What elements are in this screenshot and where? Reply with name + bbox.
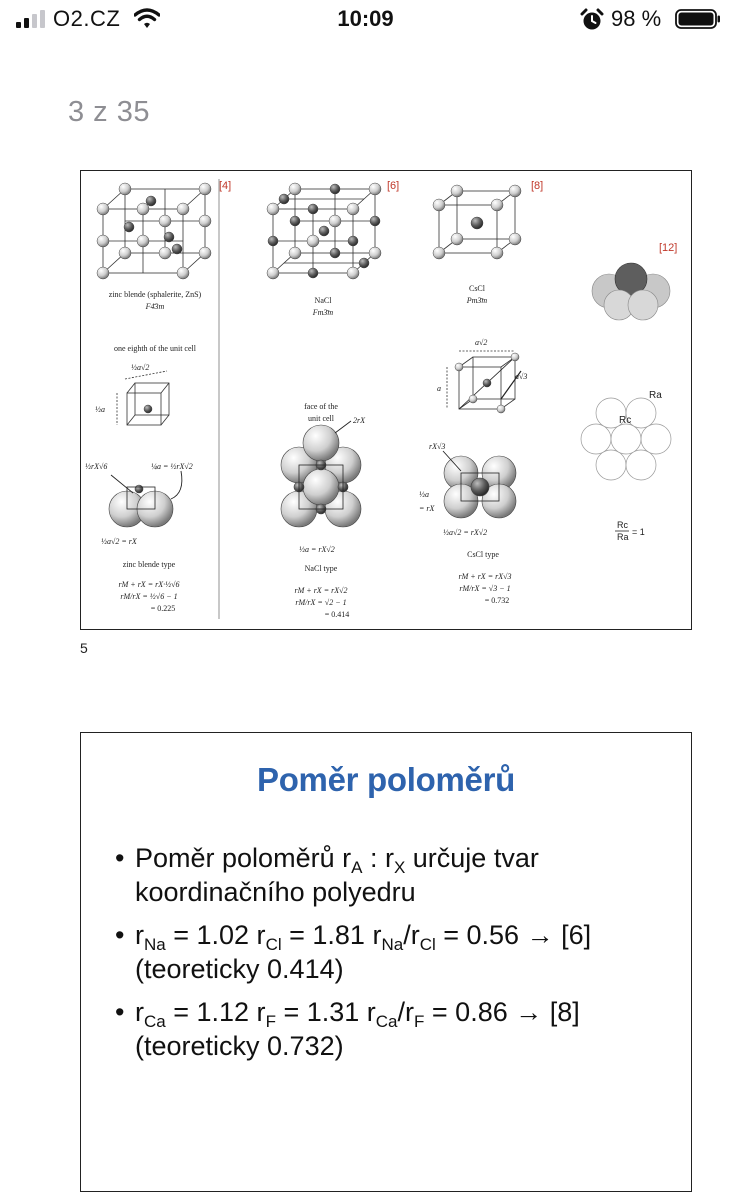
cscl-type-label: CsCl type — [467, 550, 499, 559]
cscl-dim-half-a: ½a — [419, 490, 429, 499]
nacl-type-label: NaCl type — [304, 564, 338, 573]
cp-ratio-den: Ra — [617, 532, 629, 542]
zns-eighth-cube — [117, 371, 169, 425]
battery-percent: 98 % — [611, 6, 662, 31]
nacl-face-caption-2: unit cell — [308, 414, 334, 423]
zns-eq-left: ½rX√6 — [85, 462, 108, 471]
nacl-formula-2: rM/rX = √2 − 1 — [295, 598, 347, 607]
close-packed-layer — [581, 398, 671, 480]
alarm-icon — [580, 8, 604, 32]
bullet-item-2: • $r_{Na} = 1.02$ $r_{Cl} = 1.81$ $r_{Na}/r_{Cl} = 0.56 \to [6]$ (teoreticky 0.414) — [115, 918, 675, 986]
cscl-formula-2: rM/rX = √3 − 1 — [459, 584, 511, 593]
zns-eq-bottom: ½a√2 = rX — [101, 537, 137, 546]
zns-eq-right: ¼a = ½rX√2 — [151, 462, 193, 471]
zns-eighth-atom — [144, 405, 152, 413]
nacl-face — [281, 425, 361, 527]
coord-label-6: [6] — [387, 180, 400, 192]
clock: 10:09 — [337, 6, 394, 31]
slide-structures[interactable] — [80, 170, 692, 630]
cscl-space-group: Pm3̄m — [466, 296, 488, 305]
nacl-atoms — [267, 183, 381, 279]
nacl-formula-1: rM + rX = rX√2 — [294, 586, 348, 595]
cscl-title: CsCl — [468, 284, 486, 293]
cp-ratio-num: Rc — [617, 520, 628, 530]
zns-formula-2: rM/rX = ½√6 − 1 — [120, 592, 178, 601]
zns-formula-3: = 0.225 — [150, 604, 176, 613]
cscl-section — [444, 456, 516, 518]
nacl-dim-bottom: ½a = rX√2 — [299, 545, 335, 554]
zns-type-label: zinc blende type — [122, 560, 176, 569]
slide-page-number: 5 — [80, 640, 88, 656]
zns-eighth-caption: one eighth of the unit cell — [114, 344, 196, 353]
cscl-dim-diag: a√3 — [515, 372, 528, 381]
coord-label-4: [4] — [219, 180, 232, 192]
page-counter: 3 z 35 — [68, 96, 150, 128]
nacl-title: NaCl — [314, 296, 332, 305]
nacl-face-caption-1: face of the — [304, 402, 338, 411]
cp-ratio-value: = 1 — [632, 527, 645, 537]
bullet-item-1: • Poměr poloměrů $r_A$ : $r_X$ určuje tvar koordinačního polyedru — [115, 841, 675, 909]
bullet-list — [115, 841, 675, 1072]
nacl-space-group: Fm3̄m — [312, 308, 334, 317]
slide-title: Poměr poloměrů — [256, 761, 515, 798]
zns-formula-1: rM + rX = rX·½√6 — [118, 580, 180, 589]
zns-dumbbell — [109, 485, 173, 527]
nacl-dim-2rx: 2rX — [353, 416, 365, 425]
zns-title: zinc blende (sphalerite, ZnS) — [108, 290, 202, 299]
structures-figure — [81, 171, 691, 629]
cscl-dim-top: a√2 — [475, 338, 488, 347]
cscl-dim-rx3: rX√3 — [429, 442, 446, 451]
zns-atoms — [97, 183, 211, 279]
coord-label-8: [8] — [531, 180, 544, 192]
zns-space-group: F4̄3m — [145, 302, 165, 311]
close-packed-cluster — [592, 263, 670, 320]
battery-icon — [675, 9, 721, 29]
zns-dim-top: ½a√2 — [131, 363, 150, 372]
cscl-formula-1: rM + rX = rX√3 — [458, 572, 512, 581]
cscl-dim-equals: = rX — [419, 504, 435, 513]
bullet-item-3: • $r_{Ca} = 1.12$ $r_F = 1.31$ $r_{Ca}/r_F = 0.86 \to [8]$ (teoreticky 0.732) — [115, 995, 675, 1063]
carrier-name: O2.CZ — [53, 6, 121, 31]
cscl-formula-3: = 0.732 — [484, 596, 510, 605]
cscl-diag-cube — [447, 351, 515, 409]
slide-radius-ratio[interactable] — [80, 732, 692, 1192]
status-bar — [0, 0, 731, 40]
cp-label-ra: Ra — [649, 390, 662, 401]
cscl-dim-bottom: ½a√2 = rX√2 — [443, 528, 488, 537]
cp-label-rc: Rc — [619, 415, 632, 426]
zns-dim-side: ½a — [95, 405, 105, 414]
coord-label-12: [12] — [659, 242, 678, 254]
cscl-dim-a: a — [437, 384, 441, 393]
nacl-formula-3: = 0.414 — [324, 610, 350, 619]
